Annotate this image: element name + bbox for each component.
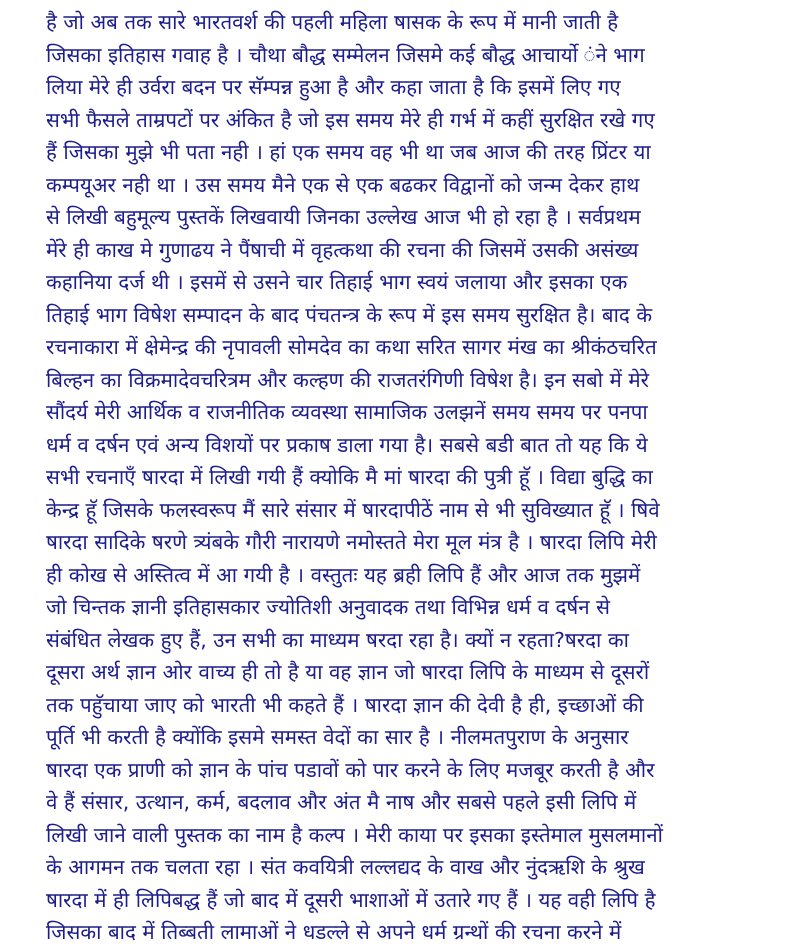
text-line: मेंरे ही काख मे गुणाढय ने पैंषाची में वृहत्कथा की रचना की जिसमें उसकी असंख्य [46, 237, 639, 262]
text-line: ही कोख से अस्तित्व में आ गयी है । वस्तुतः यह ब्रही लिपि हैं और आज तक मुझमें [46, 562, 641, 587]
text-line: धर्म व दर्षन एवं अन्य विशयों पर प्रकाष डाला गया है। सबसे बडी बात तो यह कि ये [46, 432, 648, 457]
text-line: सौंदर्य मेरी आर्थिक व राजनीतिक व्यवस्था सामाजिक उलझनें समय समय पर पनपा [46, 400, 648, 424]
text-line: केन्द्र हूॅ जिसके फलस्वरूप मैं सारे संसार में षारदापीठें नाम से भी सुविख्यात हूॅ । षिवे [46, 497, 660, 522]
text-line: से लिखी बहुमूल्य पुस्तकें लिखवायी जिनका उल्लेख आज भी हो रहा है । सर्वप्रथम [46, 205, 641, 229]
text-line: दूसरा अर्थ ज्ञान ओर वाच्य ही तो है या वह ज्ञान जो षारदा लिपि के माध्यम से दूसरों [46, 660, 650, 684]
text-line: तक पहुॅचाया जाए को भारती भी कहते हैं । षारदा ज्ञान की देवी है ही, इच्छाओं की [46, 692, 644, 717]
text-line: सभी रचनाएँ षारदा में लिखी गयी हैं क्योकि मै मां षारदा की पुत्री हूॅ । विद्या बुद्धि का [46, 465, 653, 489]
text-line: है जो अब तक सारे भारतवर्श की पहली महिला षासक के रूप में मानी जाती है [46, 10, 619, 34]
text-line: रचनाकारा में क्षेमेन्द्र की नृपावली सोमदेव का कथा सरित सागर मंख का श्रीकंठचरित [46, 335, 657, 359]
text-line: संबंधित लेखक हुए हैं, उन सभी का माध्यम षरदा रहा है। क्यों न रहता?षरदा का [46, 627, 629, 652]
text-line: के आगमन तक चलता रहा । संत कवयित्री लल्लद्यद के वाख और नुंदऋशि के श्रुख [46, 855, 645, 879]
text-line: सभी फैसले ताम्रपटों पर अंकित है जो इस समय मेरे ही गर्भ में कहीं सुरक्षित रखे गए [46, 107, 655, 132]
text-line: पूर्ति भी करती है क्योंकि इसमे समस्त वेदों का सार है । नीलमतपुराण के अनुसार [46, 725, 629, 749]
text-line: जो चिन्तक ज्ञानी इतिहासकार ज्योतिशी अनुवादक तथा विभिन्न धर्म व दर्षन से [46, 595, 610, 619]
text-line: लिखी जाने वाली पुस्तक का नाम है कल्प । मेरी काया पर इसका इस्तेमाल मुसलमानों [46, 822, 663, 847]
text-line: लिया मेरे ही उर्वरा बदन पर सॅम्पन्न हुआ है और कहा जाता है कि इसमें लिए गए [46, 75, 621, 99]
text-line: वे हैं संसार, उत्थान, कर्म, बदलाव और अंत मै नाष और सबसे पहले इसी लिपि में [46, 790, 637, 814]
text-line: बिल्हन का विक्रमादेवचरित्रम और कल्हण की राजतरंगिणी विषेश है। इन सबो में मेरे [46, 367, 649, 392]
text-line: कहानिया दर्ज थी । इसमें से उसने चार तिहाई भाग स्वयं जलाया और इसका एक [46, 270, 628, 294]
text-line: षारदा सादिके षरणे त्र्यंबके गौरी नारायणे नमोस्तते मेरा मूल मंत्र है । षारदा लिपि मेरी [46, 530, 657, 554]
text-line: जिसका इतिहास गवाह है । चौथा बौद्ध सम्मेलन जिसमे कई बौद्ध आचार्यो ंने भाग [46, 42, 645, 67]
body-text [46, 6, 796, 949]
text-line: कम्पयूअर नही था । उस समय मैने एक से एक बढकर विद्वानों को जन्म देकर हाथ [46, 172, 640, 197]
text-line: षारदा में ही लिपिबद्ध हैं जो बाद में दूसरी भाशाओं में उतारे गए हैं । यह वही लिपि है [46, 887, 656, 912]
text-line: षारदा एक प्राणी को ज्ञान के पांच पडावों को पार करने के लिए मजबूर करती है और [46, 757, 655, 782]
text-line: जिसका बाद में तिब्बती लामाओं ने धडल्ले से अपने धर्म ग्रन्थों की रचना करने में [46, 920, 622, 944]
text-line: तिहाई भाग विषेश सम्पादन के बाद पंचतन्त्र के रूप में इस समय सुरक्षित है। बाद के [46, 302, 653, 327]
text-line: हैं जिसका मुझे भी पता नही । हां एक समय वह भी था जब आज की तरह प्रिंटर या [46, 140, 651, 164]
